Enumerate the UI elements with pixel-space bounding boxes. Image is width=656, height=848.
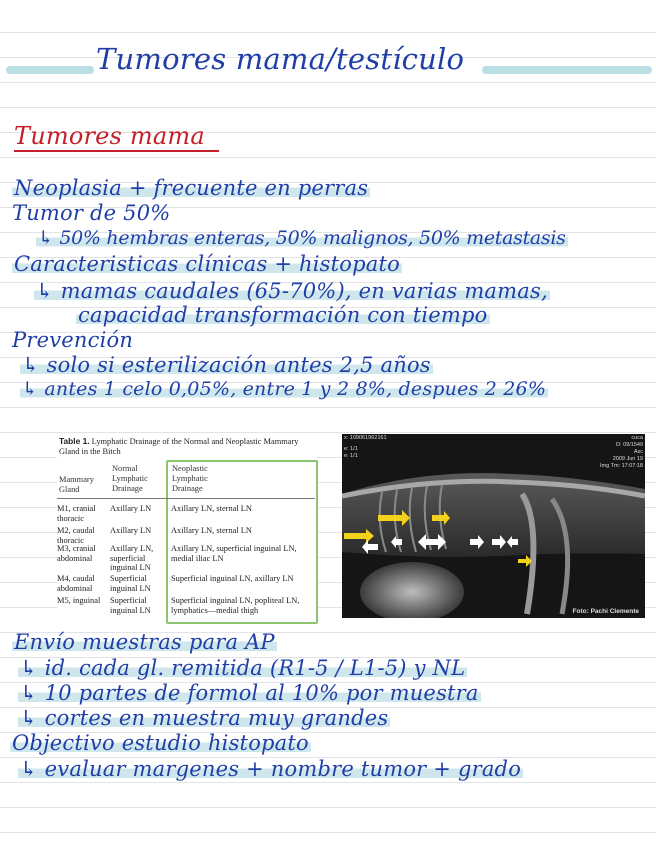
white-arrow-icon [470,535,484,549]
xray-credit: Foto: Pachi Clemente [572,608,639,615]
xray-left-meta-2: e: 1/1 [344,453,358,459]
note-line-7: Prevención [12,328,134,352]
white-arrow-icon [418,534,446,550]
table-header-rule [57,498,315,499]
xray-right-meta: cuca O: 09/1549 Asc 2009 Jun 19 Img Tm: 17:07:18 [599,435,643,469]
note-line-8: ↳ solo si esterilización antes 2,5 años [22,353,431,377]
yellow-arrow-icon [378,510,410,526]
note-line-9: ↳ antes 1 celo 0,05%, entre 1 y 2 8%, despues 2 26% [22,378,547,400]
note-line-10: Envío muestras para AP [14,630,275,654]
section-underline [14,150,219,152]
white-arrow-icon [507,536,518,548]
lymph-node-arrows [342,434,645,618]
xray-id-text: x: 109061962161 [344,435,387,441]
note-line-6: capacidad transformación con tiempo [78,303,488,327]
note-line-12: ↳ 10 partes de formol al 10% por muestra [20,681,479,705]
note-line-2: Tumor de 50% [12,201,171,225]
note-line-1: Neoplasia + frecuente en perras [14,176,369,200]
white-arrow-icon [362,540,378,554]
yellow-arrow-icon [518,555,532,567]
yellow-arrow-icon [344,529,374,543]
note-line-14: Objectivo estudio histopato [12,731,309,755]
header-neoplastic-drainage: Neoplastic Lymphatic Drainage [172,464,208,493]
section-title: Tumores mama [14,122,205,150]
white-arrow-icon [492,535,506,549]
note-line-5: ↳ mamas caudales (65-70%), en varias mamas, [36,279,548,303]
title-highlight-left [6,66,94,74]
table-caption: Table 1. Lymphatic Drainage of the Normal and Neoplastic Mammary Gland in the Bitch [59,436,299,456]
header-normal-drainage: Normal Lymphatic Drainage [112,464,148,493]
xray-left-meta-1: e: 1/1 [344,446,358,452]
note-line-3: ↳ 50% hembras enteras, 50% malignos, 50% metastasis [38,227,566,249]
lymphatic-drainage-table: Table 1. Lymphatic Drainage of the Normal and Neoplastic Mammary Gland in the Bitch Mammary Gland Normal Lymphatic Drainage Neoplastic Lymphatic Drainage M1, cranial thoracic Axillary LN Axillary LN, sternal LN M2, caudal thoracic Axillary LN Axillary LN, sternal LN M3, cranial abdominal Axillary LN, superficial inguinal LN Axillary LN, superficial inguinal LN, medial iliac LN M4, caudal abdominal Superficial inguinal LN Superficial inguinal LN, axillary LN M5, inguinal Superficial inguinal LN Superficial inguinal LN, popliteal LN, lymphatics—medial thigh [57,434,317,622]
note-line-11: ↳ id. cada gl. remitida (R1-5 / L1-5) y NL [20,656,466,680]
title-highlight-right [482,66,652,74]
note-line-15: ↳ evaluar margenes + nombre tumor + grado [20,757,522,781]
note-line-13: ↳ cortes en muestra muy grandes [20,706,389,730]
page-title: Tumores mama/testículo [96,42,465,76]
header-mammary-gland: Mammary Gland [59,475,94,494]
yellow-arrow-icon [432,511,450,525]
radiograph-image [342,434,645,618]
note-line-4: Caracteristicas clínicas + histopato [14,252,400,276]
white-arrow-icon [391,536,402,548]
